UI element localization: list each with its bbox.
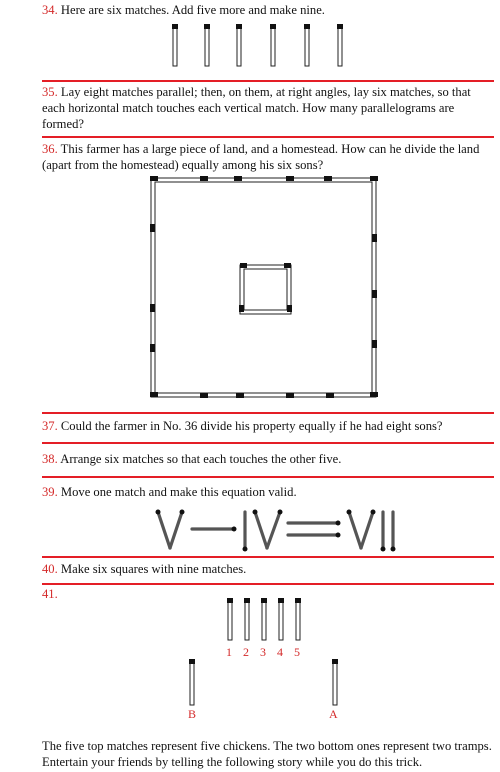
problem-text: Lay eight matches parallel; then, on them, at right angles, lay six matches, so that each horizontal match touches each vertical match. How many parallelograms are formed? — [42, 85, 471, 131]
chicken-match — [279, 600, 283, 640]
tramp-match — [190, 661, 194, 705]
problem-number: 36. — [42, 142, 58, 156]
tramp-label-b: B — [188, 707, 197, 721]
problem-text: Arrange six matches so that each touches the other five. — [60, 452, 342, 466]
problem-number: 41. — [42, 587, 58, 601]
problem-text: Here are six matches. Add five more and make nine. — [60, 3, 325, 17]
problem-number: 39. — [42, 485, 58, 499]
problem-text: Move one match and make this equation valid. — [60, 485, 297, 499]
problem-number: 34. — [42, 3, 58, 17]
tramp-match — [333, 661, 337, 705]
problem-number: 40. — [42, 562, 58, 576]
problem-number: 35. — [42, 85, 58, 99]
problem-number: 38. — [42, 452, 58, 466]
problem-text: Could the farmer in No. 36 divide his property equally if he had eight sons? — [60, 419, 443, 433]
chicken-match — [262, 600, 266, 640]
chicken-label-4: 4 — [277, 645, 283, 659]
chicken-match — [245, 600, 249, 640]
problem-text: This farmer has a large piece of land, and a homestead. How can he divide the land (apart from the homestead) equally among his six sons? — [42, 142, 480, 172]
problem-number: 37. — [42, 419, 58, 433]
tramp-label-a: A — [329, 707, 338, 721]
closing-paragraph — [42, 738, 494, 770]
chicken-match — [296, 600, 300, 640]
chicken-label-2: 2 — [243, 645, 249, 659]
chicken-label-5: 5 — [294, 645, 300, 659]
chicken-match — [228, 600, 232, 640]
chicken-label-3: 3 — [260, 645, 266, 659]
problem-text: Make six squares with nine matches. — [60, 562, 247, 576]
chicken-label-1: 1 — [226, 645, 232, 659]
closing-text: The five top matches represent five chickens. The two bottom ones represent two tramps. Entertain your friends by telling the following story while you do this trick. — [42, 739, 492, 769]
